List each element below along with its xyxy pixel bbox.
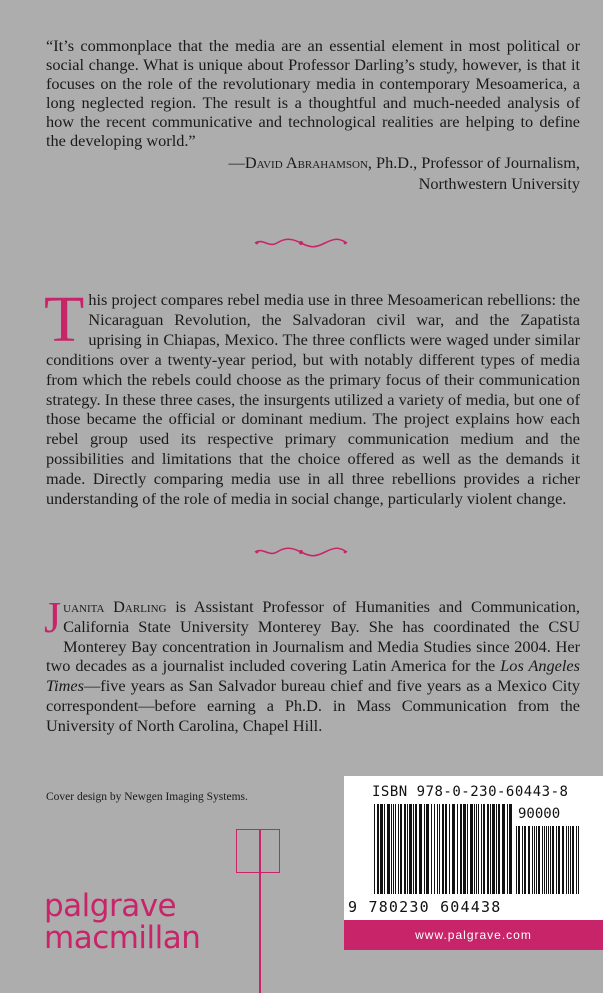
cover-design-credit: Cover design by Newgen Imaging Systems.: [46, 791, 248, 803]
ornament-divider-icon: [253, 545, 349, 559]
price-code: 90000: [518, 806, 561, 822]
publisher-url[interactable]: www.palgrave.com: [344, 920, 603, 950]
publisher-logo-line1: palgrave: [44, 888, 177, 924]
endorsement-quote: [46, 36, 580, 194]
book-description: [44, 283, 580, 509]
publisher-logo: [44, 890, 200, 954]
bio-text-1: is Assistant Professor of Humanities and Communication, California State University Monterey Bay. She has coordinated the CSU Monterey Bay concentration in Journalism and Media Studies since 2004. Her two decades as a journalist included covering Latin America for the: [46, 597, 580, 676]
attribution-name: —David Abrahamson,: [228, 153, 372, 172]
quote-attribution: [46, 152, 580, 194]
description-dropcap: T: [44, 283, 85, 356]
attribution-title: Ph.D., Professor of Journalism,: [371, 153, 580, 172]
ornament-divider-icon: [253, 236, 349, 250]
attribution-affiliation: Northwestern University: [418, 174, 580, 193]
author-name: uanita Darling: [63, 597, 167, 616]
bio-dropcap: J: [44, 593, 62, 642]
palgrave-square-mark: [236, 829, 280, 873]
bio-publication: Los Angeles Times: [46, 656, 580, 696]
isbn-label: ISBN 978-0-230-60443-8: [372, 784, 569, 800]
quote-text: “It’s commonplace that the media are an essential element in most political or social change. What is unique about Professor Darling’s study, however, is that it focuses on the role of the revolutionary media in contemporary Mesoamerica, a long neglected region. The result is a thoughtful and much-needed analysis of how the recent communicative and technological realities are helping to define the developing world.”: [46, 36, 580, 150]
publisher-logo-line2: macmillan: [44, 920, 201, 956]
description-text: his project compares rebel media use in three Mesoamerican rebellions: the Nicaraguan Revolution, the Salvadoran civil war, and the Zapatista uprising in Chiapas, Mexico. The three conflicts were waged under similar conditions over a twenty-year period, but with notably different types of media from which the rebels could choose as the primary focus of their communication strategy. In these three cases, the insurgents utilized a variety of media, but one of those became the official or dominant medium. The project explains how each rebel group used its respective primary communication medium and the possibilities and limitations that the choice offered as well as the demands it made. Directly comparing media use in all three rebellions provides a richer understanding of the role of media in social change, particularly violent change.: [46, 290, 580, 509]
ean-digits: 9 780230 604438: [348, 898, 502, 916]
author-bio: [44, 593, 580, 736]
barcode-panel: [344, 776, 603, 920]
bio-text-2: —five years as San Salvador bureau chief and five years as a Mexico City correspondent—before earning a Ph.D. in Mass Communication from the University of North Carolina, Chapel Hill.: [46, 676, 580, 735]
